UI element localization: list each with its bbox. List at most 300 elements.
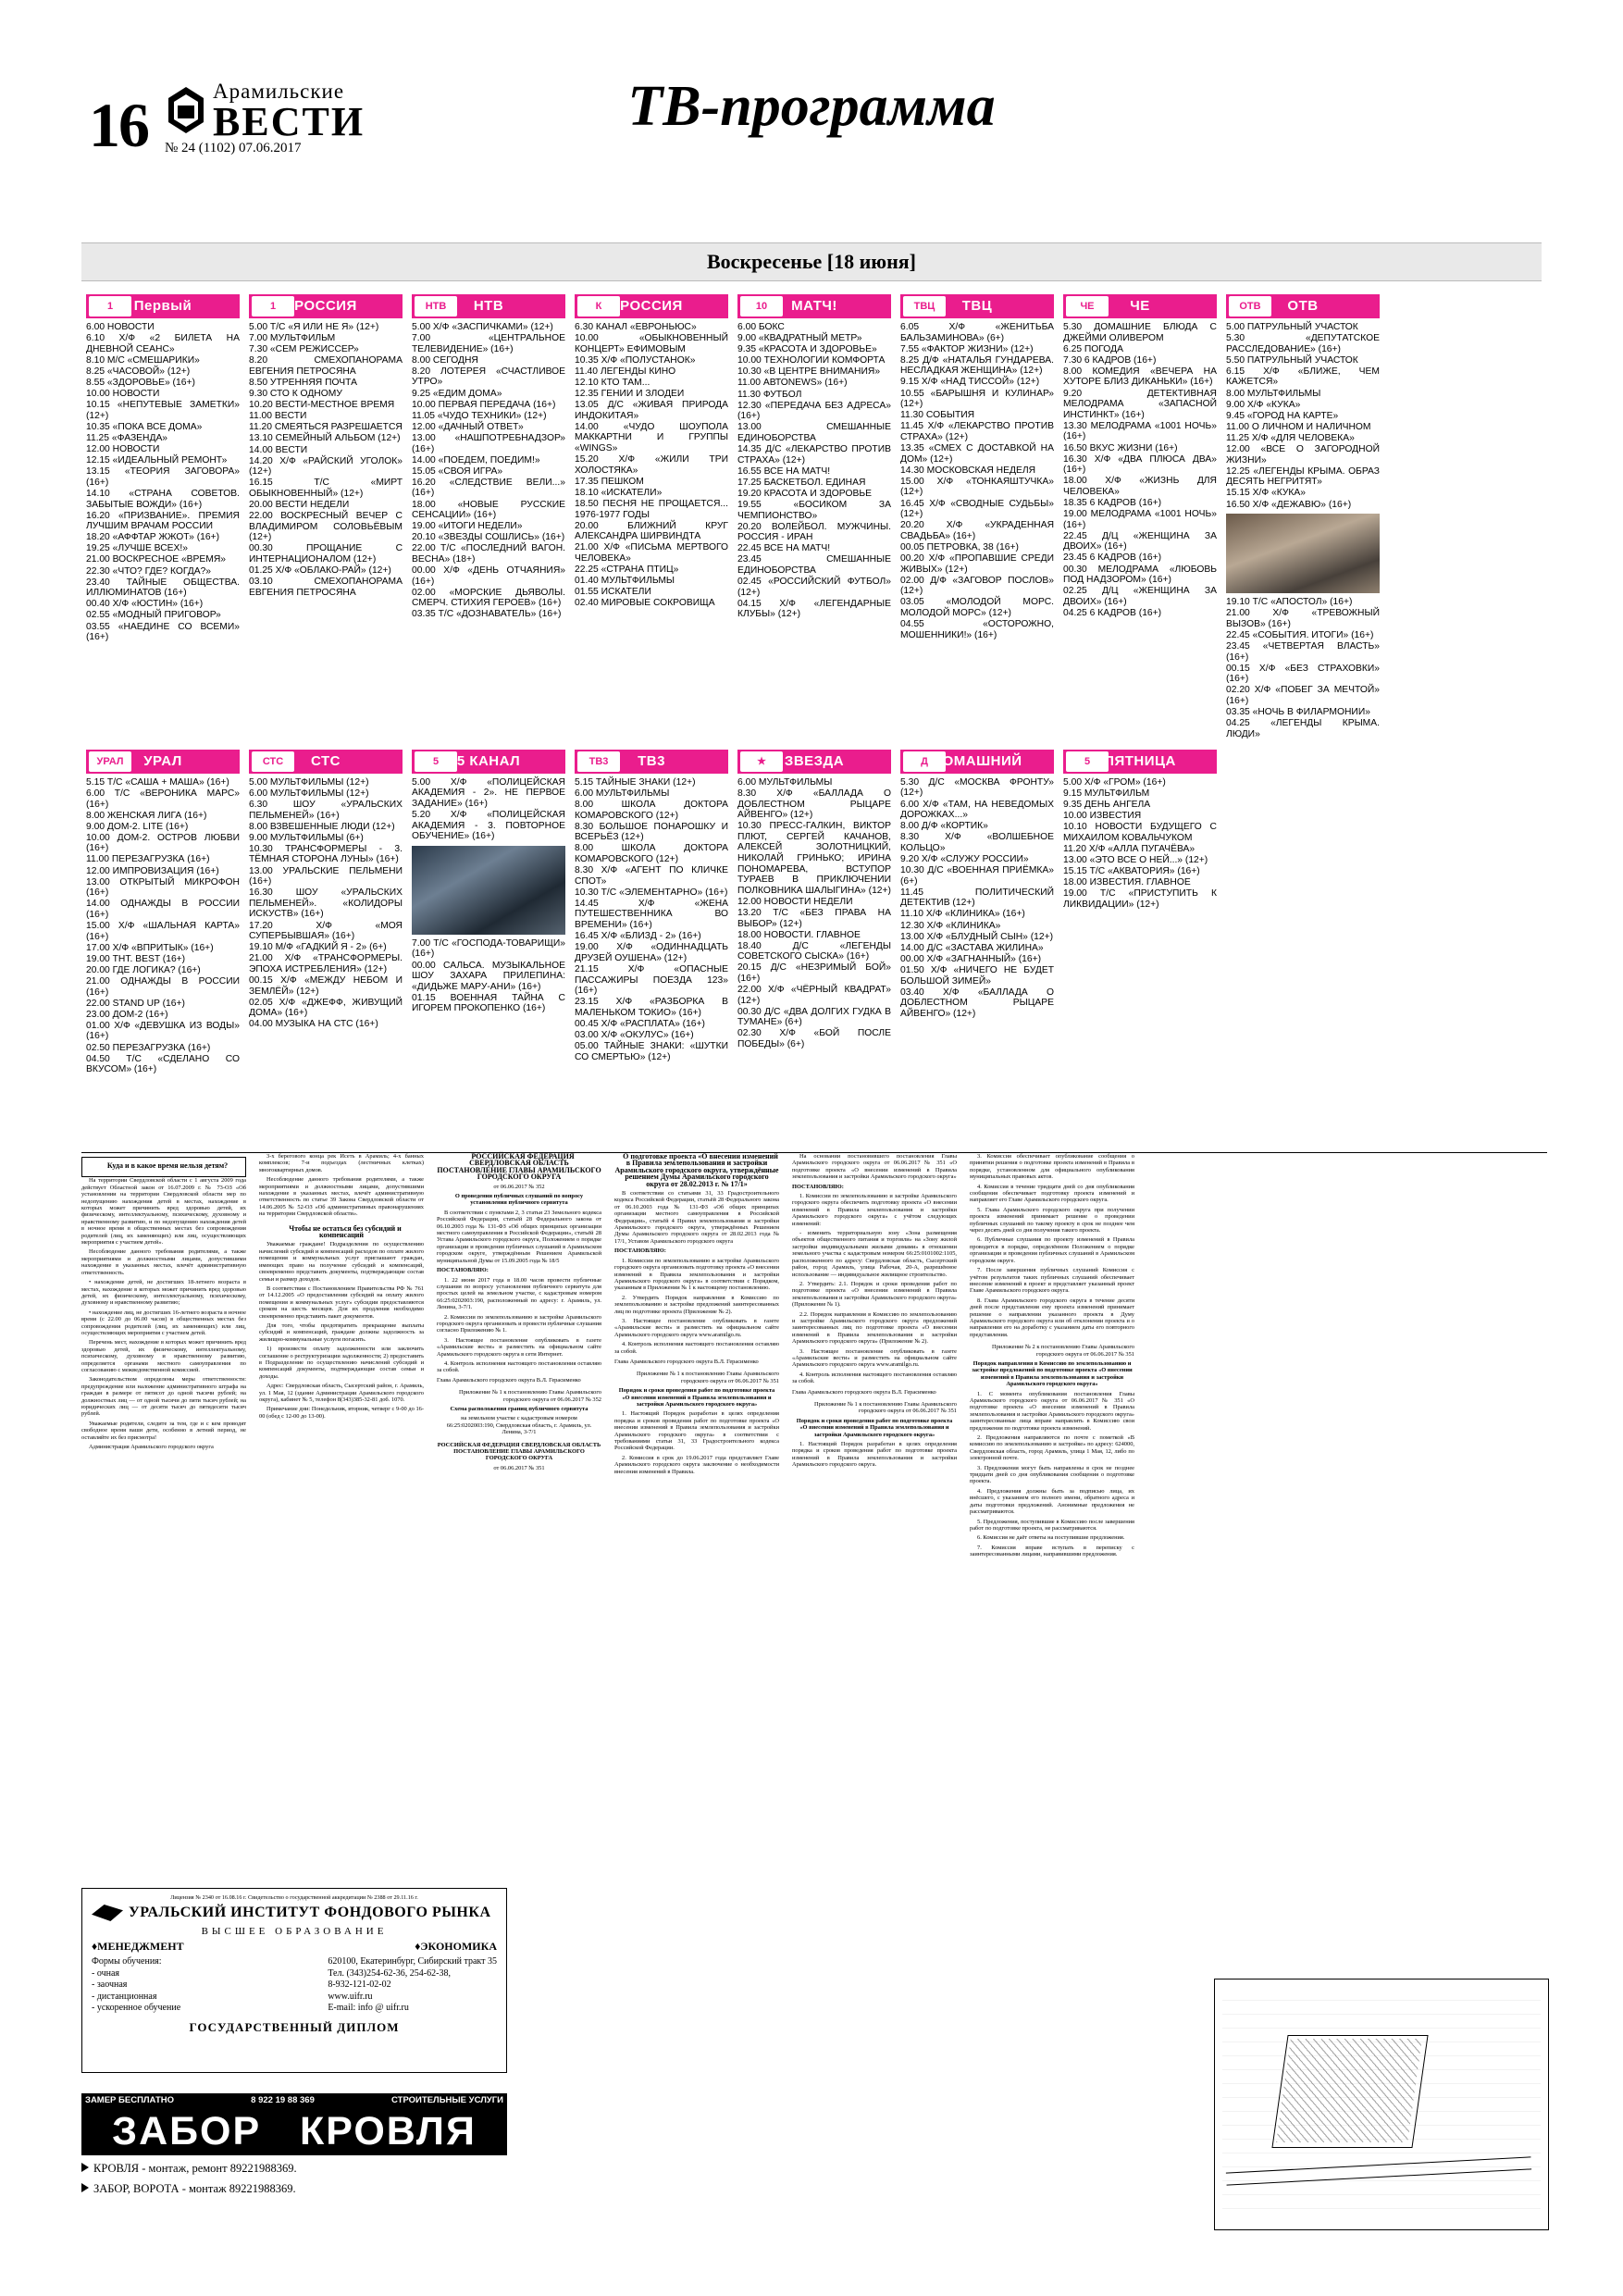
program-item: 15.15 Т/С «АКВАТОРИЯ» (16+) [1063, 866, 1200, 877]
channel-photo [1226, 514, 1380, 593]
program-item: 04.15 Х/Ф «ЛЕГЕНДАРНЫЕ КЛУБЫ» (12+) [737, 598, 891, 620]
program-item: 13.00 УРАЛЬСКИЕ ПЕЛЬМЕНИ (16+) [249, 865, 403, 887]
col5-appendix-title: Порядок и сроки проведения работ по подготовке проекта «О внесении изменений в Правила землепользования и застройки Арамильского городского округа» [796, 1417, 953, 1438]
program-item: 9.35 «КРАСОТА И ЗДОРОВЬЕ» [737, 344, 877, 355]
channel-name: ЧЕ [1130, 298, 1150, 314]
ad-uifr-contacts [328, 1956, 497, 2015]
program-item: 16.30 Х/Ф «ДВА ПЛЮСА ДВА» (16+) [1063, 453, 1217, 476]
program-item: 16.45 Х/Ф «БЛИЗД - 2» (16+) [575, 931, 701, 942]
article-1-heading: Куда и в какое время нельзя детям? [106, 1161, 229, 1170]
col6-p13: 7. Комиссия вправе вступать в переписку с заинтересованными лицами, направившими предложения. [970, 1544, 1134, 1558]
program-item: 9.25 «ЕДИМ ДОМА» [412, 388, 502, 399]
col4-appendix-title: Порядок и сроки проведения работ по подготовке проекта «О внесении изменений в Правила землепользования и застройки Арамильского городского округа» [618, 1387, 775, 1408]
program-item: 02.00 «МОРСКИЕ ДЬЯВОЛЫ. СМЕРЧ. СТИХИЯ ГЕРОЕВ» (16+) [412, 587, 565, 609]
col5-p1: На основании постановившего постановления Главы Арамильского городского округа от 06.06.2017 № 351 «О подготовке проекта «О внесении изменений в Правила землепользования и застройки Арамильского городского округа» [792, 1153, 957, 1181]
program-item: 19.00 МЕЛОДРАМА «1001 НОЧЬ» (16+) [1063, 509, 1217, 530]
program-item: 13.00 ОТКРЫТЫЙ МИКРОФОН (16+) [86, 876, 240, 899]
program-item: 8.20 СМЕХОПАНОРАМА ЕВГЕНИЯ ПЕТРОСЯНА [249, 355, 403, 377]
program-item: 21.00 Х/Ф «ПИСЬМА МЕРТВОГО ЧЕЛОВЕКА» [575, 542, 728, 564]
program-item: 11.40 ЛЕГЕНДЫ КИНО [575, 366, 676, 377]
program-item: 9.00 МУЛЬТФИЛЬМЫ (6+) [249, 832, 364, 843]
program-item: 11.20 Х/Ф «АЛЛА ПУГАЧЁВА» [1063, 843, 1196, 854]
program-item: 03.05 «МОЛОДОЙ МОРС. МОЛОДОЙ МОРС» (12+) [900, 597, 1054, 618]
ad-uifr-direction-1: ♦МЕНЕДЖМЕНТ [92, 1940, 184, 1953]
program-list [249, 777, 403, 1030]
program-item: 11.30 ФУТБОЛ [737, 389, 802, 400]
channel-header-ural [86, 750, 240, 774]
program-item: 5.00 Т/С «Я ИЛИ НЕ Я» (12+) [249, 322, 379, 332]
ad-uifr[interactable] [81, 1888, 507, 2073]
article-1-body-5: Перечень мест, нахождение в которых может причинить вред здоровью детей, их физическому, интеллектуальному, психическому, духовному и нравственному развитию, определяется органами местного самоуправления по согласованию с межведомственной комиссией. [81, 1339, 246, 1373]
program-item: 18.00 «НОВЫЕ РУССКИЕ СЕНСАЦИИ» (16+) [412, 499, 565, 521]
program-item: 02.40 МИРОВЫЕ СОКРОВИЩА [575, 598, 715, 609]
program-list [86, 322, 240, 643]
program-item: 13.35 «СМЕХ С ДОСТАВКОЙ НА ДОМ» (12+) [900, 443, 1054, 465]
program-item: 00.45 Х/Ф «РАСПЛАТА» (16+) [575, 1018, 705, 1029]
program-item: 16.15 Т/С «МИРТ ОБЫКНОВЕННЫЙ» (12+) [249, 478, 403, 499]
article-2-body: Уважаемые граждане! Подразделения по осуществлению начислений субсидий и компенсаций расходов по оплате жилого помещения и коммунальных услуг приглашают граждан, имеющих право на получение субсидий и компенсаций, своевременно представить документы, подтверждающие состав семьи и размер доходов. [259, 1241, 424, 1283]
program-item: 5.00 Х/Ф «ЗАСПИЧКАМИ» (12+) [412, 322, 553, 332]
program-item: 6.00 МУЛЬТФИЛЬМЫ [575, 788, 670, 799]
program-item: 22.00 STAND UP (16+) [86, 998, 185, 1009]
program-item: 11.10 Х/Ф «КЛИНИКА» (16+) [900, 909, 1025, 920]
ad-uifr-license: Лицензия № 2340 от 16.08.16 г. Свидетельство о государственной аккредитации № 2388 от 29.11.16 г. [170, 1894, 418, 1901]
channel-name: РОССИЯ [294, 298, 357, 314]
col2-p1: 3-х берегового конца рек Исеть в Арамиль; 4-х банных комплексов; 7-и подъездах (лестничных клетках) многоквартирных домов. [259, 1153, 424, 1173]
program-item: 11.25 Х/Ф «ДЛЯ ЧЕЛОВЕКА» [1226, 432, 1355, 443]
program-item: 23.45 «ЧЕТВЕРТАЯ ВЛАСТЬ» (16+) [1226, 640, 1380, 663]
program-item: 14.35 Д/С «ЛЕКАРСТВО ПРОТИВ СТРАХА» (12+) [737, 444, 891, 465]
ad-zabor-word-2: КРОВЛЯ [300, 2109, 477, 2153]
program-item: 16.55 ВСЕ НА МАТЧ! [737, 465, 831, 477]
program-item: 10.00 ТЕХНОЛОГИИ КОМФОРТА [737, 355, 886, 366]
channel-name: ТВ3 [638, 752, 665, 769]
program-item: 12.15 «ИДЕАЛЬНЫЙ РЕМОНТ» [86, 455, 228, 466]
program-item: 10.20 ВЕСТИ-МЕСТНОЕ ВРЕМЯ [249, 400, 395, 411]
ad-uifr-forms-title: Формы обучения: [92, 1956, 162, 1967]
program-item: 01.25 Х/Ф «ОБЛАКО-РАЙ» (12+) [249, 565, 391, 577]
program-list-continued [1226, 597, 1380, 739]
program-item: 01.15 ВОЕННАЯ ТАЙНА С ИГОРЕМ ПРОКОПЕНКО (16+) [412, 992, 565, 1014]
program-item: 9.30 СТО К ОДНОМУ [249, 389, 342, 400]
col5-p6: 3. Настоящее постановление опубликовать в газете «Арамильские вести» и разместить на официальном сайте Арамильского городского округа www.aramilgo.ru. [792, 1347, 957, 1369]
program-item: 6.00 МУЛЬТФИЛЬМЫ (12+) [249, 788, 369, 799]
program-item: 6.00 НОВОСТИ [86, 322, 155, 332]
ad-uifr-forms [92, 1956, 180, 2015]
program-item: 23.45 6 КАДРОВ (16+) [1063, 552, 1162, 564]
program-item: 6.00 МУЛЬТФИЛЬМЫ [737, 776, 833, 788]
channel-name: СТС [311, 752, 341, 769]
channel-name: ЗВЕЗДА [784, 752, 845, 769]
program-item: 20.15 Д/С «НЕЗРИМЫЙ БОЙ» (16+) [737, 962, 891, 984]
ad-zabor-left-top: ЗАМЕР БЕСПЛАТНО [85, 2095, 174, 2105]
program-item: 11.30 СОБЫТИЯ [900, 410, 975, 421]
col6-p3: 5. Глава Арамильского городского округа при получении проекта изменений принимает решение о проведении публичных слушаний по такому проекту в срок не позднее чем через десять дней со дня получения такого проекта. [970, 1206, 1134, 1235]
channel-logo-icon: НТВ [415, 296, 457, 316]
tv-row-top [81, 294, 1547, 740]
channel-logo-icon: 5 [1066, 751, 1109, 772]
program-item: 21.00 ВОСКРЕСНОЕ «ВРЕМЯ» [86, 554, 227, 565]
ad-uifr-phones: Тел. (343)254-62-36, 254-62-38, [328, 1967, 451, 1979]
channel-photo [412, 846, 565, 935]
program-item: 16.20 «ПРИЗВАНИЕ». ПРЕМИЯ ЛУЧШИМ ВРАЧАМ РОССИИ [86, 510, 240, 532]
program-item: 04.25 6 КАДРОВ (16+) [1063, 607, 1162, 618]
program-item: 10.00 «ОБЫКНОВЕННЫЙ КОНЦЕРТ» ЕФИМОВЫМ [575, 333, 728, 354]
program-item: 03.40 Х/Ф «БАЛЛАДА О ДОБЛЕСТНОМ РЫЦАРЕ АЙВЕНГО» (12+) [900, 987, 1054, 1019]
program-item: 12.00 НОВОСТИ НЕДЕЛИ [737, 896, 853, 907]
program-item: 19.00 ТНТ. BEST (16+) [86, 953, 186, 964]
program-item: 8.00 ШКОЛА ДОКТОРА КОМАРОВСКОГО (12+) [575, 843, 728, 864]
program-item: 8.30 Х/Ф «АГЕНТ ПО КЛИЧКЕ СПОТ» [575, 865, 728, 887]
program-item: 5.00 Х/Ф «ПОЛИЦЕЙСКАЯ АКАДЕМИЯ - 2». НЕ ПЕРВОЕ ЗАДАНИЕ» (16+) [412, 776, 565, 809]
program-item: 9.00 ДОМ-2. LITE (16+) [86, 821, 189, 832]
program-item: 13.10 СЕМЕЙНЫЙ АЛЬБОМ (12+) [249, 433, 401, 444]
ad-uifr-direction-2: ♦ЭКОНОМИКА [415, 1940, 497, 1953]
program-list [737, 322, 891, 620]
program-item: 14.45 Х/Ф «ЖЕНА ПУТЕШЕСТВЕННИКА ВО ВРЕМЕНИ» (16+) [575, 898, 728, 931]
program-item: 12.00 НОВОСТИ [86, 444, 160, 455]
program-list [900, 777, 1054, 1020]
channel-header-pyatyi-kanal [412, 750, 565, 774]
program-item: 00.15 Х/Ф «МЕЖДУ НЕБОМ И ЗЕМЛЁЙ» (12+) [249, 975, 403, 997]
program-item: 22.45 ВСЕ НА МАТЧ! [737, 543, 831, 554]
program-item: 16.45 Х/Ф «СВОДНЫЕ СУДЬБЫ» (12+) [900, 498, 1054, 520]
channel-logo-icon: К [577, 296, 620, 316]
program-item: 00.15 Х/Ф «БЕЗ СТРАХОВКИ» (16+) [1226, 663, 1380, 685]
page-number: 16 [89, 90, 148, 160]
col5-p3: - изменить территориальную зону «Зона размещения объектов общественного питания и торговли» на «Зону жилой застройки индивидуальными жилыми домами» в отношении земельного участка с кадастровым номером 66:25:0101002:1105, расположенного по адресу: Свердловская область, Сысертский район, город Арамиль, улица Рабочая, 20-А, разрешённое использование — индивидуальное жилищное строительство. [792, 1230, 957, 1278]
program-item: 9.20 ДЕТЕКТИВНАЯ МЕЛОДРАМА «ЗАПАСНОЙ ИНСТИНКТ» (16+) [1063, 388, 1217, 420]
program-item: 13.05 Д/С «ЖИВАЯ ПРИРОДА ИНДОКИТАЯ» [575, 400, 728, 421]
article-1-body-6: Законодательством определены меры ответственности: предупреждение или наложение административного штрафа на граждан в размере от пятисот до одной тысячи рублей; на должностных лиц — от одной тысячи до пяти тысяч рублей; на юридических лиц — от десяти тысяч до пятидесяти тысяч рублей. [81, 1376, 246, 1418]
program-list [1063, 777, 1217, 911]
program-item: 22.00 Х/Ф «ЧЁРНЫЙ КВАДРАТ» (12+) [737, 985, 891, 1006]
program-item: 00.05 ПЕТРОВКА, 38 (16+) [900, 541, 1019, 552]
program-item: 10.35 Х/Ф «ПОЛУСТАНОК» [575, 354, 696, 366]
channel-logo-icon: ТВ3 [577, 751, 620, 772]
program-item: 10.00 ИЗВЕСТИЯ [1063, 811, 1142, 822]
program-item: 14.10 «СТРАНА СОВЕТОВ. ЗАБЫТЫЕ ВОЖДИ» (16+) [86, 488, 240, 510]
channel-logo-icon: СТС [252, 751, 294, 772]
article-4-heading: О подготовке проекта «О внесении изменений в Правила землепользования и застройки Арамильского городского округа, утверждённые решением Думы Арамильского городского округа от 28.02.2013 г. № 17/1» [614, 1152, 779, 1188]
program-item: 22.25 «СТРАНА ПТИЦ» [575, 565, 679, 576]
program-item: 16.20 «СЛЕДСТВИЕ ВЕЛИ...» (16+) [412, 477, 565, 499]
program-item: 13.15 «ТЕОРИЯ ЗАГОВОРА» (16+) [86, 466, 240, 488]
program-item: 14.00 «ПОЕДЕМ, ПОЕДИМ!» [412, 454, 540, 465]
map-parcel-hatch [1276, 2039, 1422, 2142]
channel-header-stsural [249, 750, 403, 774]
tv-row-bottom [81, 750, 1547, 1076]
program-item: 00.30 МЕЛОДРАМА «ЛЮБОВЬ ПОД НАДЗОРОМ» (16+) [1063, 564, 1217, 586]
program-item: 23.15 Х/Ф «РАЗБОРКА В МАЛЕНЬКОМ ТОКИО» (16+) [575, 997, 728, 1018]
program-item: 5.00 Х/Ф «ГРОМ» (16+) [1063, 776, 1166, 788]
program-item: 18.00 НОВОСТИ. ГЛАВНОЕ [737, 929, 861, 940]
program-item: 11.25 «ФАЗЕНДА» [86, 432, 168, 443]
program-item: 8.30 БОЛЬШОЕ ПОНАРОШКУ И ВСЕРЬЁЗ (12+) [575, 821, 728, 843]
channel-name: ПЯТНИЦА [1104, 752, 1176, 769]
article-2-heading: Чтобы не остаться без субсидий и компенсаций [289, 1223, 402, 1240]
program-item: 5.15 Т/С «САША + МАША» (16+) [86, 776, 229, 788]
program-item: 16.50 Х/Ф «ДЕЖАВЮ» (16+) [1226, 499, 1352, 510]
program-item: 23.00 ДОМ-2 (16+) [86, 1009, 168, 1020]
channel-header-pervyi [86, 294, 240, 318]
program-item: 11.00 АВТОNEWS» (16+) [737, 378, 848, 389]
channel-column-match [733, 294, 896, 740]
channel-name: УРАЛ [143, 752, 182, 769]
channel-name: НТВ [473, 298, 504, 314]
program-item: 12.00 ИМПРОВИЗАЦИЯ (16+) [86, 865, 219, 876]
program-item: 5.50 ПАТРУЛЬНЫЙ УЧАСТОК [1226, 354, 1358, 366]
program-item: 02.45 «РОССИЙСКИЙ ФУТБОЛ» (12+) [737, 577, 891, 598]
program-item: 03.10 СМЕХОПАНОРАМА ЕВГЕНИЯ ПЕТРОСЯНА [249, 577, 403, 598]
channel-header-zvezda [737, 750, 891, 774]
program-item: 00.30 ПРОЩАНИЕ С ИНТЕРНАЦИОНАЛОМ (12+) [249, 543, 403, 565]
channel-logo-icon: 5 [415, 751, 457, 772]
uifr-logo-icon [92, 1905, 123, 1921]
channel-header-domashniy [900, 750, 1054, 774]
col3-appendix-ref: Приложение № 1 к постановлению Главы Арамильского городского округа от 06.06.2017 № 352 [458, 1389, 601, 1403]
article-column-2 [259, 1153, 424, 1422]
ad-zabor-krovlya[interactable] [81, 2093, 507, 2232]
paper-name-line1: Арамильские [213, 80, 345, 103]
program-item: 18.40 Д/С «ЛЕГЕНДЫ СОВЕТСКОГО СЫСКА» (16+) [737, 940, 891, 962]
article-column-5 [792, 1153, 957, 1471]
channel-name: ДОМАШНИЙ [932, 752, 1022, 769]
channel-logo-icon: УРАЛ [89, 751, 131, 772]
program-item: 02.25 Д/Ц «ЖЕНЩИНА ЗА ДВОИХ» (16+) [1063, 586, 1217, 607]
program-item: 8.25 «ЧАСОВОЙ» (12+) [86, 366, 191, 377]
program-item: 6.00 Х/Ф «ТАМ, НА НЕВЕДОМЫХ ДОРОЖКАХ...» [900, 799, 1054, 821]
col4-p4: 3. Настоящее постановление опубликовать в газете «Арамильские вести» и разместить на официальном сайте Арамильского городского округа www.aramilgo.ru. [614, 1317, 779, 1338]
channel-logo-icon: 1 [89, 296, 131, 316]
ad-uifr-subtitle: ВЫСШЕЕ ОБРАЗОВАНИЕ [201, 1926, 388, 1937]
col5-p4: 2. Утвердить: 2.1. Порядок и сроки проведения работ по подготовке проекта «О внесении изменений в Правила землепользования и застройки Арамильского городского округа» (Приложение № 1). [792, 1280, 957, 1309]
channel-header-russia1 [249, 294, 403, 318]
program-item: 14.00 «ЧУДО ШОУПОЛА МАККАРТНИ И ГРУППЫ «WINGS» [575, 421, 728, 454]
col4-p6: 1. Настоящий Порядок разработан в целях определения порядка и сроков проведения работ по подготовке проекта «О внесении изменений в Правила землепользования и застройки Арамильского городского округа» в соответствии с требованиями статьи 31, 33 Градостроительного кодекса Российской Федерации. [614, 1410, 779, 1452]
ad-uifr-email[interactable]: E-mail: info @ uifr.ru [328, 2003, 409, 2013]
program-item: 9.15 Х/Ф «НАД ТИССОЙ» (12+) [900, 377, 1040, 388]
day-bar [81, 242, 1542, 281]
program-item: 10.30 «В ЦЕНТРЕ ВНИМАНИЯ» [737, 366, 881, 378]
channel-logo-icon: 10 [740, 296, 783, 316]
channel-name: ТВЦ [961, 298, 993, 314]
paper-name-line2: ВЕСТИ [213, 99, 365, 144]
day-label: Воскресенье [18 июня] [707, 250, 916, 273]
col3-appendix-title: Схема расположения границ публичного сервитута [450, 1406, 588, 1412]
program-item: 12.00 «ДАЧНЫЙ ОТВЕТ» [412, 421, 524, 432]
program-item: 10.35 «ПОКА ВСЕ ДОМА» [86, 421, 203, 432]
col3-p3: 3. Настоящее постановление опубликовать в газете «Арамильские вести» и разместить на официальном сайте Арамильского городского округа в сети Интернет. [437, 1336, 601, 1358]
program-item: 02.00 Д/Ф «ЗАГОВОР ПОСЛОВ» (12+) [900, 575, 1054, 597]
article-column-1 [81, 1153, 246, 1453]
program-list-continued [412, 938, 565, 1014]
program-item: 6.15 Х/Ф «БЛИЖЕ, ЧЕМ КАЖЕТСЯ» [1226, 366, 1380, 388]
program-item: 13.00 «НАШПОТРЕБНАДЗОР» (16+) [412, 432, 565, 454]
channel-header-ntv [412, 294, 565, 318]
program-item: 21.00 Х/Ф «ТРЕВОЖНЫЙ ВЫЗОВ» (16+) [1226, 608, 1380, 629]
col3-post-head: РОССИЙСКАЯ ФЕДЕРАЦИЯ СВЕРДЛОВСКАЯ ОБЛАСТЬ ПОСТАНОВЛЕНИЕ ГЛАВЫ АРАМИЛЬСКОГО ГОРОДСКОГО ОКРУГА [437, 1441, 601, 1462]
channel-column-pervyi [81, 294, 244, 740]
channel-column-russia1 [244, 294, 407, 740]
program-item: 14.00 Д/С «ЗАСТАВА ЖИЛИНА» [900, 942, 1044, 953]
ad-zabor-line-2: ЗАБОР, ВОРОТА - монтаж 89221988369. [81, 2182, 507, 2196]
col6-appendix-title: Порядок направления в Комиссию по землепользованию и застройке предложений по подготовке проекта «О внесении изменений в Правила землепользования и застройки Арамильского городского округа» [972, 1359, 1133, 1388]
program-item: 01.40 МУЛЬТФИЛЬМЫ [575, 576, 675, 587]
program-item: 14.00 ОДНАЖДЫ В РОССИИ (16+) [86, 899, 240, 920]
ad-uifr-diploma: ГОСУДАРСТВЕННЫЙ ДИПЛОМ [189, 2019, 400, 2034]
program-item: 02.30 Х/Ф «БОЙ ПОСЛЕ ПОБЕДЫ» (6+) [737, 1028, 891, 1050]
col5-p8: 1. Настоящий Порядок разработан в целях определения порядка и сроков проведения работ по подготовке проекта изменений в Правила землепользования и застройки Арамильского городского округа. [792, 1441, 957, 1469]
program-item: 10.15 «НЕПУТЕВЫЕ ЗАМЕТКИ» (12+) [86, 400, 240, 421]
program-item: 7.55 «ФАКТОР ЖИЗНИ» (12+) [900, 343, 1034, 354]
ad-zabor-line-1: КРОВЛЯ - монтаж, ремонт 89221988369. [81, 2162, 507, 2176]
program-item: 14.20 Х/Ф «РАЙСКИЙ УГОЛОК» (12+) [249, 455, 403, 478]
program-item: 5.30 ДОМАШНИЕ БЛЮДА С ДЖЕЙМИ ОЛИВЕРОМ [1063, 322, 1217, 343]
channel-column-ntv [407, 294, 570, 740]
article-1-body-4: • нахождение лиц, не достигших 16-летнего возраста в ночное время (с 22.00 до 06.00 часов) в общественных местах без сопровождения родителей (лиц, их заменяющих) или лиц, осуществляющих мероприятия с участием детей. [81, 1309, 246, 1336]
program-item: 12.00 «ВСЕ О ЗАГОРОДНОЙ ЖИЗНИ» [1226, 444, 1380, 465]
col4-p1: В соответствии со статьями 31, 33 Градостроительного кодекса Российской Федерации, статьёй 28 Федерального закона от 06.10.2003 года № 131-ФЗ «Об общих принципах организации местного самоуправления в Российской Федерации», статьёй 4 Правил землепользования и застройки Арамильского городского округа, утверждённых Решением Думы Арамильского городского округа от 28.02.2013 года № 17/1, Уставом Арамильского городского округа [614, 1190, 779, 1245]
program-item: 01.55 ИСКАТЕЛИ [575, 587, 651, 598]
program-item: 5.20 Х/Ф «ПОЛИЦЕЙСКАЯ АКАДЕМИЯ - 3. ПОВТОРНОЕ ОБУЧЕНИЕ» (16+) [412, 810, 565, 842]
channel-name: РОССИЯ [620, 298, 683, 314]
program-item: 7.30 «СЕМ РЕЖИССЕР» [249, 344, 359, 355]
program-item: 22.45 Д/Ц «ЖЕНЩИНА ЗА ДВОИХ» (16+) [1063, 530, 1217, 552]
program-item: 9.00 Х/Ф «КУКА» [1226, 399, 1301, 410]
program-item: 5.00 МУЛЬТФИЛЬМЫ (12+) [249, 776, 369, 788]
channel-column-che [1059, 294, 1221, 740]
program-item: 19.00 Х/Ф «ОДИННАДЦАТЬ ДРУЗЕЙ ОУШЕНА» (12+) [575, 942, 728, 963]
program-item: 12.35 ГЕНИИ И ЗЛОДЕИ [575, 389, 685, 400]
program-item: 18.50 ПЕСНЯ НЕ ПРОЩАЕТСЯ... 1976-1977 ГОДЫ [575, 499, 728, 520]
article-1-body-7: Уважаемые родители, следите за тем, где и с кем проводят свободное время ваши дети, особенно в летний период, не оставляйте их без присмотра! [81, 1420, 246, 1441]
program-item: 13.00 «ЭТО ВСЕ О НЕЙ...» (12+) [1063, 854, 1208, 865]
program-item: 8.00 Д/Ф «КОРТИК» [900, 821, 988, 832]
article-1-body-8: Администрация Арамильского городского округа [89, 1444, 214, 1451]
program-item: 05.00 ТАЙНЫЕ ЗНАКИ: «ШУТКИ СО СМЕРТЬЮ» (12+) [575, 1041, 728, 1062]
program-item: 13.20 Т/С «БЕЗ ПРАВА НА ВЫБОР» (12+) [737, 907, 891, 929]
program-item: 11.00 ПЕРЕЗАГРУЗКА (16+) [86, 854, 210, 865]
program-item: 21.00 ОДНАЖДЫ В РОССИИ (16+) [86, 976, 240, 998]
channel-header-otv [1226, 294, 1380, 318]
program-item: 10.30 Д/С «ВОЕННАЯ ПРИЁМКА» (6+) [900, 865, 1054, 887]
program-item: 8.00 СЕГОДНЯ [412, 354, 478, 366]
col4-p5: 4. Контроль исполнения настоящего постановления оставляю за собой. [614, 1341, 779, 1355]
col3-p4: 4. Контроль исполнения настоящего постановления оставляю за собой. [437, 1359, 601, 1374]
col2-p5: 1) произвести оплату задолженности или заключить соглашение о реструктуризации задолженности; 2) предоставить в Подразделение по осуществлению начислений субсидий и компенсаций документы, подтверждающие состав семьи и доходы. [259, 1346, 424, 1380]
program-item: 8.20 ЛОТЕРЕЯ «СЧАСТЛИВОЕ УТРО» [412, 366, 565, 388]
col6-p10: 4. Предложения должны быть за подписью лица, их внёсшего, с указанием его полного имени, обратного адреса и даты подготовки предложений. Анонимные предложения не рассматриваются. [970, 1487, 1134, 1516]
program-item: 03.55 «НАЕДИНЕ СО ВСЕМИ» (16+) [86, 621, 240, 643]
col3-p2: 2. Комиссии по землепользованию и застройке Арамильского городского округа организовать и провести публичные слушания согласно Приложению № 1. [437, 1313, 601, 1334]
col6-p9: 3. Предложения могут быть направлены в срок не позднее тридцати дней со дня опубликования сообщения о подготовке проекта. [970, 1464, 1134, 1485]
program-item: 22.45 «СОБЫТИЯ. ИТОГИ» (16+) [1226, 629, 1374, 640]
program-list [86, 777, 240, 1075]
triangle-bullet-icon [81, 2163, 89, 2172]
program-item: 18.35 6 КАДРОВ (16+) [1063, 498, 1162, 508]
program-item: 19.10 Т/С «АПОСТОЛ» (16+) [1226, 597, 1353, 608]
program-item: 10.00 ПЕРВАЯ ПЕРЕДАЧА (16+) [412, 399, 556, 410]
postanovlyayu-3: ПОСТАНОВЛЯЮ: [792, 1183, 844, 1190]
article-3-body: В соответствии с пунктами 2, 3 статьи 23 Земельного кодекса Российской Федерации, статьёй 28 Федерального закона от 06.10.2003 года № 131-ФЗ «Об общих принципах организации местного самоуправления в Российской Федерации», статьёй 28 Устава Арамильского городского округа, Положением о порядке организации и проведения публичных слушаний в Арамильском городском округе, утверждённым Решением Арамильской муниципальной Думы от 15.09.2005 года № 18/5 [437, 1209, 601, 1264]
program-item: 04.00 МУЗЫКА НА СТС (16+) [249, 1019, 378, 1030]
col5-appendix-ref: Приложение № 1 к постановлению Главы Арамильского городского округа от 06.06.2017 № 351 [813, 1401, 957, 1415]
program-item: 9.20 Х/Ф «СЛУЖУ РОССИИ» [900, 853, 1029, 864]
program-item: 8.00 ЖЕНСКАЯ ЛИГА (16+) [86, 810, 207, 821]
program-item: 19.00 Т/С «ПРИСТУПИТЬ К ЛИКВИДАЦИИ» (12+) [1063, 888, 1217, 910]
tv-schedule-grid [81, 294, 1547, 1075]
ad-uifr-title: УРАЛЬСКИЙ ИНСТИТУТ ФОНДОВОГО РЫНКА [129, 1905, 491, 1920]
col6-p4: 6. Публичные слушания по проекту изменений в Правила проводятся в порядке, определённом Положением о порядке организации и проведения публичных слушаний в Арамильском городском округе. [970, 1236, 1134, 1264]
col3-signature: Глава Арамильского городского округа В.Л. Герасименко [437, 1376, 581, 1384]
program-item: 19.10 М/Ф «ГАДКИЙ Я - 2» (6+) [249, 942, 387, 953]
col4-p2: 1. Комиссии по землепользованию и застройке Арамильского городского округа организовать подготовку проекта «О внесении изменений в Правила землепользования и застройки Арамильского городского округа» в соответствии с Порядком, указанным в Приложении № 1 к настоящему постановлению. [614, 1257, 780, 1292]
cadastral-map [1214, 1979, 1549, 2230]
ad-uifr-site[interactable]: www.uifr.ru [328, 1991, 373, 2002]
ad-uifr-form-0: - очная [92, 1967, 119, 1979]
channel-header-pyatnitsa [1063, 750, 1217, 774]
article-column-3 [437, 1153, 601, 1474]
channel-column-ural [81, 750, 244, 1076]
program-item: 04.55 «ОСТОРОЖНО, МОШЕННИКИ!» (16+) [900, 619, 1054, 640]
ad-zabor-phone: 8 922 19 88 369 [251, 2095, 315, 2105]
program-item: 8.50 УТРЕННЯЯ ПОЧТА [249, 377, 357, 388]
program-item: 03.00 Х/Ф «ОКУЛУС» (16+) [575, 1029, 694, 1040]
program-item: 18.00 Х/Ф «ЖИЗНЬ ДЛЯ ЧЕЛОВЕКА» [1063, 476, 1217, 497]
col6-p1: 3. Комиссия обеспечивает опубликование сообщения о принятии решения о подготовке проекта изменений в Правила в порядке, установленном для официального опубликования муниципальных правовых актов. [970, 1153, 1134, 1181]
program-item: 10.55 «БАРЫШНЯ И КУЛИНАР» (12+) [900, 388, 1054, 410]
program-item: 9.45 «ГОРОД НА КАРТЕ» [1226, 410, 1339, 421]
program-item: 17.25 БАСКЕТБОЛ. ЕДИНАЯ [737, 477, 866, 488]
program-item: 00.00 Х/Ф «ЗАГНАННЫЙ» (16+) [900, 953, 1042, 964]
program-item: 5.30 Д/С «МОСКВА ФРОНТУ» (12+) [900, 776, 1054, 799]
col3-p1: 1. 22 июня 2017 года в 18.00 часов провести публичные слушания по вопросу установления публичного сервитута для простых целей на земельном участке, с кадастровым номером 66:25:0202003:190, расположенный по адресу: г. Арамиль, ул. Ленина, 3-7/1. [437, 1276, 601, 1311]
program-item: 15.00 Х/Ф «ТОНКАЯШТУЧКА» (12+) [900, 476, 1054, 498]
col6-appendix-ref: Приложение № 2 к постановлению Главы Арамильского городского округа от 06.06.2017 № 351 [991, 1344, 1134, 1358]
program-item: 19.55 «БОСИКОМ ЗА ЧЕМПИОНСТВО» [737, 500, 891, 521]
program-list [737, 777, 891, 1050]
program-item: 9.15 МУЛЬТФИЛЬМ [1063, 788, 1150, 799]
program-item: 16.50 ВКУС ЖИЗНИ (16+) [1063, 442, 1178, 453]
program-item: 6.00 Т/С «ВЕРОНИКА МАРС» (16+) [86, 788, 240, 810]
program-item: 11.45 Х/Ф «ЛЕКАРСТВО ПРОТИВ СТРАХА» (12+) [900, 421, 1054, 442]
program-item: 6.30 КАНАЛ «ЕВРОНЬЮС» [575, 322, 697, 332]
program-item: 18.00 ИЗВЕСТИЯ. ГЛАВНОЕ [1063, 877, 1191, 888]
channel-logo-icon: ЧЕ [1066, 296, 1109, 316]
program-item: 10.00 ДОМ-2. ОСТРОВ ЛЮБВИ (16+) [86, 832, 240, 854]
program-item: 15.00 Х/Ф «ШАЛЬНАЯ КАРТА» (16+) [86, 921, 240, 942]
program-list [575, 322, 728, 609]
program-item: 9.00 «КВАДРАТНЫЙ МЕТР» [737, 333, 862, 344]
article-column-4 [614, 1153, 779, 1478]
col3-post-num: от 06.06.2017 № 351 [493, 1464, 545, 1471]
program-item: 8.00 КОМЕДИЯ «ВЕЧЕРА НА ХУТОРЕ БЛИЗ ДИКАНЬКИ» (16+) [1063, 366, 1217, 388]
col6-p11: 5. Предложения, поступившие в Комиссию после завершения работ по подготовке проекта, не рассматриваются. [970, 1518, 1134, 1532]
program-item: 00.00 САЛЬСА. МУЗЫКАЛЬНОЕ ШОУ ЗАХАРА ПРИЛЕПИНА: «ДИДЬЖЕ МАРУ-АНИ» (16+) [412, 960, 565, 992]
program-item: 02.05 Х/Ф «ДЖЕФФ, ЖИВУЩИЙ ДОМА» (16+) [249, 997, 403, 1019]
program-item: 22.30 «ЧТО? ГДЕ? КОГДА?» [86, 565, 212, 577]
masthead [0, 0, 1623, 194]
program-item: 7.00 «ЦЕНТРАЛЬНОЕ ТЕЛЕВИДЕНИЕ» (16+) [412, 333, 565, 354]
program-item: 10.30 ПРЕСС-ГАЛКИН, ВИКТОР ПЛЮТ, СЕРГЕЙ КАЧАНОВ, АЛЕКСЕЙ ЗОЛОТНИЦКИЙ, НИКОЛАЙ ГРИНЬКО; ИРИНА ПОНОМАРЕВА, ВСТУПОР ТУРАЕВ В ПРИКЛЮЧЕНИИ ПОЛКОВНИКА ШАЛЫГИНА» (12+) [737, 821, 891, 896]
program-item: 04.50 Т/С «СДЕЛАНО СО ВКУСОМ» (16+) [86, 1053, 240, 1075]
channel-header-tv3 [575, 750, 728, 774]
channel-logo-icon: ★ [740, 751, 783, 772]
program-item: 7.00 МУЛЬТФИЛЬМ [249, 333, 336, 344]
program-item: 6.10 Х/Ф «2 БИЛЕТА НА ДНЕВНОЙ СЕАНС» [86, 333, 240, 354]
program-item: 20.20 Х/Ф «УКРАДЕННАЯ СВАДЬБА» (16+) [900, 520, 1054, 541]
